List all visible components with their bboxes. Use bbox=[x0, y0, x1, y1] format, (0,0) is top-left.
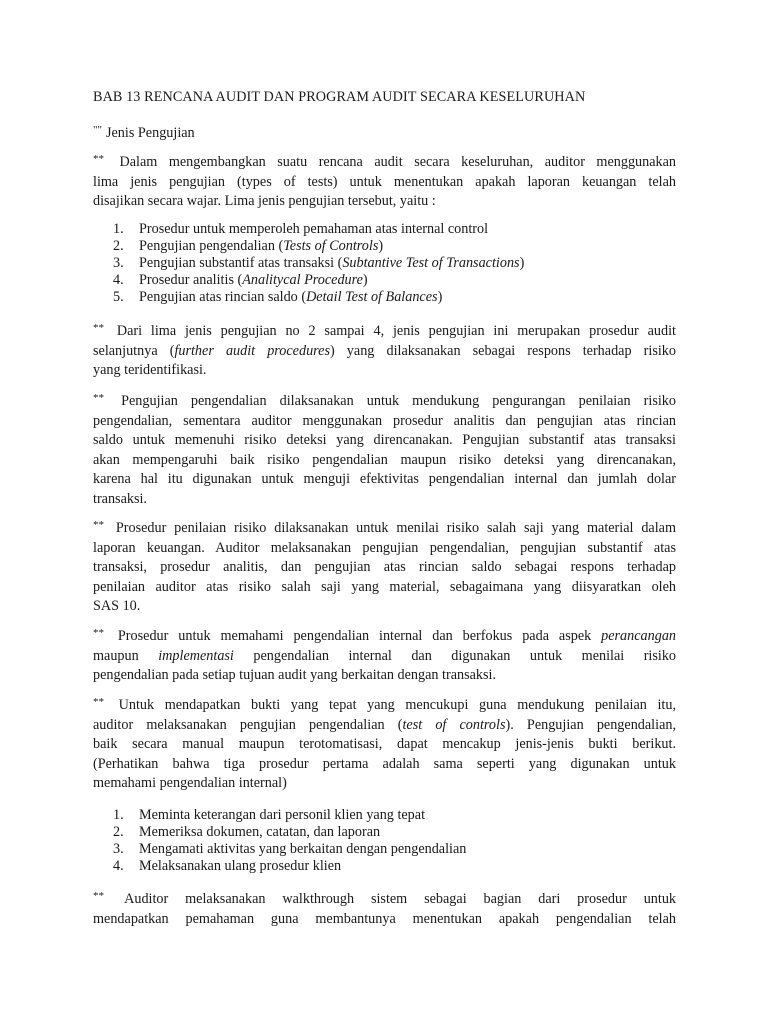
list-item: 5. Pengujian atas rincian saldo (Detail Test of Balances) bbox=[113, 289, 443, 305]
para-mark: ** bbox=[93, 153, 104, 165]
test-types-list bbox=[113, 221, 524, 306]
paragraph-6: ** Untuk mendapatkan bukti yang tepat yang mencukupi guna mendukung penilaian itu, auditor melaksanakan pengujian pengendalian (test of controls). Pengujian pengendalian, baik secara manual maupun terotomatisasi, dapat mencakup jenis-jenis bukti berikut. (Perhatikan bahwa tiga prosedur pertama adalah sama seperti yang digunakan untuk memahami pengendalian internal) bbox=[93, 696, 677, 792]
list-item: 3. Mengamati aktivitas yang berkaitan dengan pengendalian bbox=[113, 841, 467, 857]
list-item: 4. Melaksanakan ulang prosedur klien bbox=[113, 858, 342, 874]
list-item: 1. Prosedur untuk memperoleh pemahaman atas internal control bbox=[113, 221, 489, 237]
heading-text: Jenis Pengujian bbox=[105, 125, 195, 141]
list-item: 4. Prosedur analitis (Analitycal Procedure) bbox=[113, 272, 368, 288]
list-item: 3. Pengujian substantif atas transaksi (Subtantive Test of Transactions) bbox=[113, 255, 525, 271]
paragraph-5: ** Prosedur untuk memahami pengendalian internal dan berfokus pada aspek perancangan maupun implementasi pengendalian internal dan digunakan untuk menilai risiko pengendalian pada setiap tujuan audit yang berkaitan dengan transaksi. bbox=[93, 627, 677, 684]
paragraph-4: ** Prosedur penilaian risiko dilaksanakan untuk menilai risiko salah saji yang material dalam laporan keuangan. Auditor melaksanakan pengujian pengendalian, pengujian substantif atas transaksi, prosedur analitis, dan pengujian atas rincian saldo sebagai respons terhadap penilaian auditor atas risiko salah saji yang material, sebagaimana yang diisyaratkan oleh SAS 10. bbox=[93, 519, 676, 615]
paragraph-7: ** Auditor melaksanakan walkthrough sistem sebagai bagian dari prosedur untuk mendapatkan pemahaman guna membantunya menentukan apakah pengendalian telah bbox=[93, 890, 677, 927]
section-heading bbox=[93, 120, 195, 143]
paragraph-1: ** Dalam mengembangkan suatu rencana audit secara keseluruhan, auditor menggunakan lima jenis pengujian (types of tests) untuk menentukan apakah laporan keuangan telah disajikan secara wajar. Lima jenis pengujian tersebut, yaitu : bbox=[93, 153, 677, 210]
list-item: 1. Meminta keterangan dari personil klien yang tepat bbox=[113, 807, 426, 823]
evidence-types-list bbox=[113, 807, 466, 875]
page-title: BAB 13 RENCANA AUDIT DAN PROGRAM AUDIT SECARA KESELURUHAN bbox=[93, 89, 586, 105]
paragraph-2: ** Dari lima jenis pengujian no 2 sampai 4, jenis pengujian ini merupakan prosedur audit selanjutnya (further audit procedures) yang dilaksanakan sebagai respons terhadap risiko yang teridentifikasi. bbox=[93, 322, 676, 379]
heading-mark: "" bbox=[93, 124, 102, 136]
list-item: 2. Memeriksa dokumen, catatan, dan laporan bbox=[113, 824, 381, 840]
paragraph-3: ** Pengujian pengendalian dilaksanakan untuk mendukung pengurangan penilaian risiko pengendalian, sementara auditor menggunakan prosedur analitis dan pengujian atas rincian saldo untuk memenuhi risiko deteksi yang direncanakan. Pengujian substantif atas transaksi akan mempengaruhi baik risiko pengendalian maupun risiko deteksi yang direncanakan, karena hal itu digunakan untuk menguji efektivitas pengendalian internal dan jumlah dolar transaksi. bbox=[93, 392, 676, 507]
list-item: 2. Pengujian pengendalian (Tests of Controls) bbox=[113, 238, 384, 254]
